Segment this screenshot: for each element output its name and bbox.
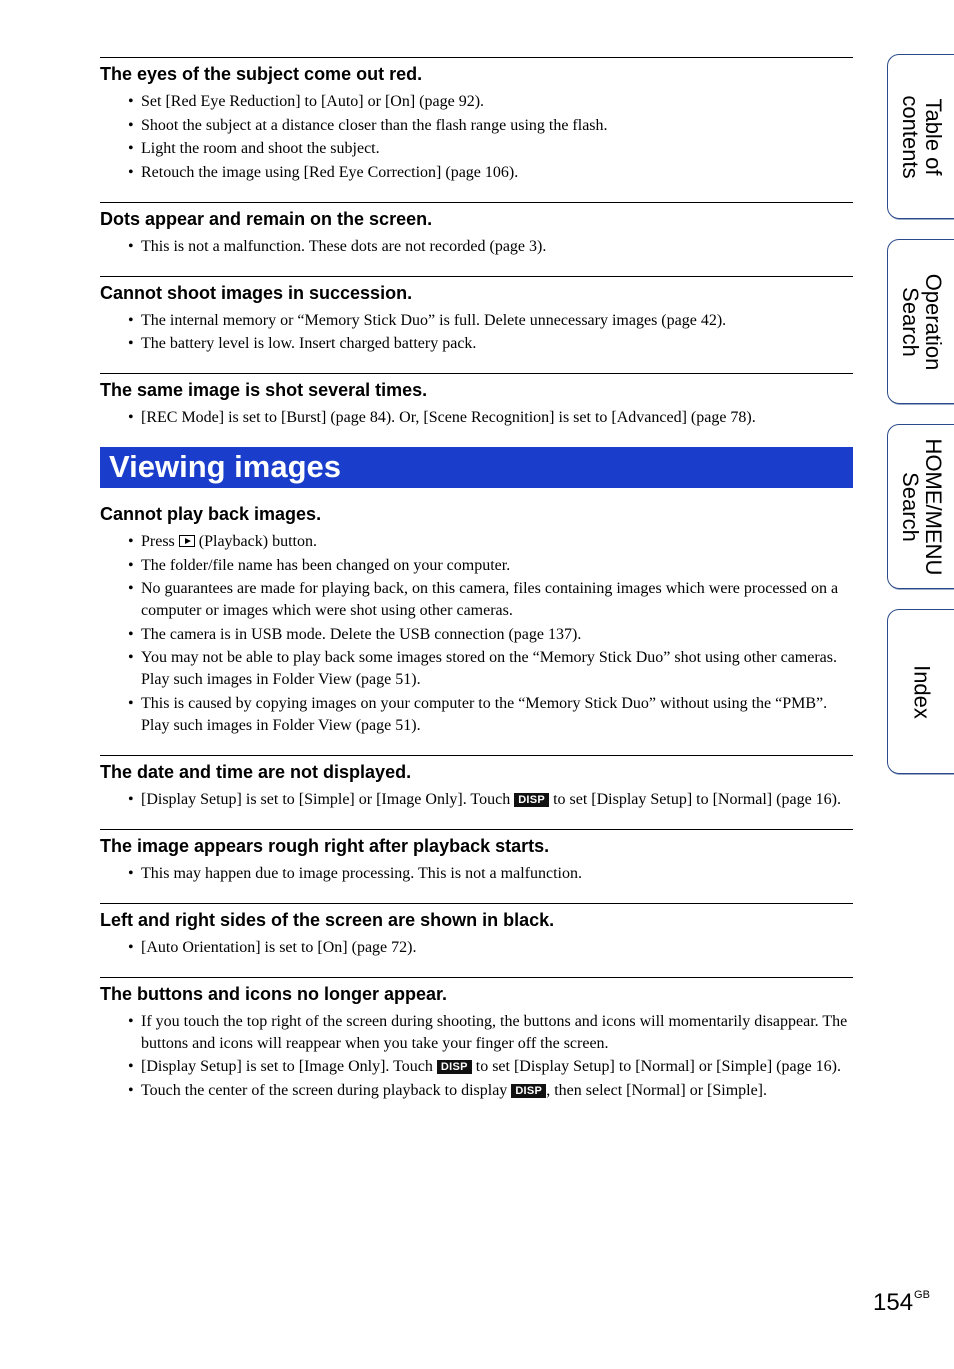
tab-label-line: HOME/MENU (921, 438, 946, 575)
page-number (873, 1289, 930, 1317)
item-text: to set [Display Setup] to [Normal] or [Simple] (page 16). (475, 1058, 841, 1075)
tab-index[interactable] (887, 609, 954, 774)
bullet-list (100, 91, 853, 184)
item-text: (Playback) button. (198, 533, 317, 550)
item-text: [Display Setup] is set to [Simple] or [Image Only]. Touch (141, 790, 511, 808)
disp-icon: DISP (437, 1060, 472, 1074)
section-heading: Cannot play back images. (100, 504, 322, 524)
section-heading: The same image is shot several times. (100, 380, 428, 400)
list-item: • This is caused by copying images on your computer to the “Memory Stick Duo” without using the “PMB”. Play such images in Folder View (page 51). (100, 693, 853, 737)
item-text: Touch the center of the screen during playback to display (141, 1081, 508, 1099)
item-text: to set [Display Setup] to [Normal] (page 16). (553, 790, 841, 808)
list-item: • [Auto Orientation] is set to [On] (page 72). (100, 937, 853, 959)
list-item (100, 789, 853, 811)
page-number-suffix: GB (914, 1289, 930, 1301)
list-item: • The folder/file name has been changed on your computer. (100, 555, 853, 577)
bullet-list (100, 236, 853, 258)
tab-label-line: contents (898, 94, 923, 179)
tab-label-line: Search (898, 471, 923, 542)
section-heading: Left and right sides of the screen are shown in black. (100, 909, 555, 930)
main-content (100, 57, 853, 1120)
tab-operation-search[interactable] (887, 239, 954, 404)
list-item (100, 531, 853, 553)
bullet-list (100, 863, 853, 885)
troubleshoot-section (100, 276, 853, 356)
list-item: • This may happen due to image processing. This is not a malfunction. (100, 863, 853, 885)
bullet-list (100, 407, 853, 429)
tab-table-of-contents[interactable] (887, 54, 954, 219)
disp-icon: DISP (511, 1084, 546, 1098)
section-heading: Cannot shoot images in succession. (100, 282, 413, 303)
list-item: • This is not a malfunction. These dots are not recorded (page 3). (100, 236, 853, 258)
item-text: [Display Setup] is set to [Image Only]. Touch (141, 1058, 433, 1075)
bullet-list (100, 789, 853, 811)
list-item: • Set [Red Eye Reduction] to [Auto] or [On] (page 92). (100, 91, 853, 113)
tab-label-line: Operation (921, 273, 946, 370)
tab-label (911, 665, 934, 719)
list-item: • The camera is in USB mode. Delete the USB connection (page 137). (100, 624, 853, 646)
disp-icon: DISP (514, 793, 549, 807)
bullet-list (100, 531, 853, 737)
tab-label (899, 273, 945, 370)
tab-label-line: Index (909, 664, 935, 719)
item-text: , then select [Normal] or [Simple]. (546, 1081, 768, 1099)
section-heading: The buttons and icons no longer appear. (100, 983, 448, 1004)
section-heading: The image appears rough right after playback starts. (100, 835, 550, 856)
troubleshoot-section (100, 202, 853, 258)
playback-icon (179, 535, 195, 547)
bullet-list (100, 1011, 853, 1102)
tab-label-line: Search (898, 286, 923, 357)
item-text: Press (141, 533, 175, 550)
section-heading: The date and time are not displayed. (100, 761, 412, 782)
section-heading: Dots appear and remain on the screen. (100, 208, 433, 229)
tab-label (899, 438, 945, 575)
troubleshoot-section (100, 829, 853, 885)
page-number-value: 154 (873, 1289, 914, 1316)
list-item: • No guarantees are made for playing back, on this camera, files containing images which were processed on a computer or images which were shot using other cameras. (100, 578, 853, 622)
troubleshoot-section (100, 903, 853, 959)
bullet-list (100, 310, 853, 356)
list-item: • Light the room and shoot the subject. (100, 138, 853, 160)
troubleshoot-section (100, 373, 853, 429)
troubleshoot-section (100, 755, 853, 811)
list-item: • [REC Mode] is set to [Burst] (page 84). Or, [Scene Recognition] is set to [Advanced] (page 78). (100, 407, 853, 429)
list-item: • Shoot the subject at a distance closer than the flash range using the flash. (100, 115, 853, 137)
tab-home-menu-search[interactable] (887, 424, 954, 589)
tab-label (899, 95, 945, 178)
list-item: • The battery level is low. Insert charged battery pack. (100, 333, 853, 355)
troubleshoot-section (100, 977, 853, 1102)
list-item (100, 1056, 853, 1078)
section-banner: Viewing images (100, 447, 853, 488)
troubleshoot-section (100, 57, 853, 184)
list-item (100, 1080, 853, 1102)
section-heading: The eyes of the subject come out red. (100, 64, 423, 84)
list-item: • The internal memory or “Memory Stick Duo” is full. Delete unnecessary images (page 42). (100, 310, 853, 332)
list-item: • You may not be able to play back some images stored on the “Memory Stick Duo” shot using other cameras. Play such images in Folder View (page 51). (100, 647, 853, 691)
tab-label-line: Table of (921, 97, 946, 176)
bullet-list (100, 937, 853, 959)
troubleshoot-section (100, 504, 853, 737)
list-item: • If you touch the top right of the screen during shooting, the buttons and icons will momentarily disappear. The buttons and icons will reappear when you take your finger off the screen. (100, 1011, 853, 1055)
list-item: • Retouch the image using [Red Eye Correction] (page 106). (100, 162, 853, 184)
